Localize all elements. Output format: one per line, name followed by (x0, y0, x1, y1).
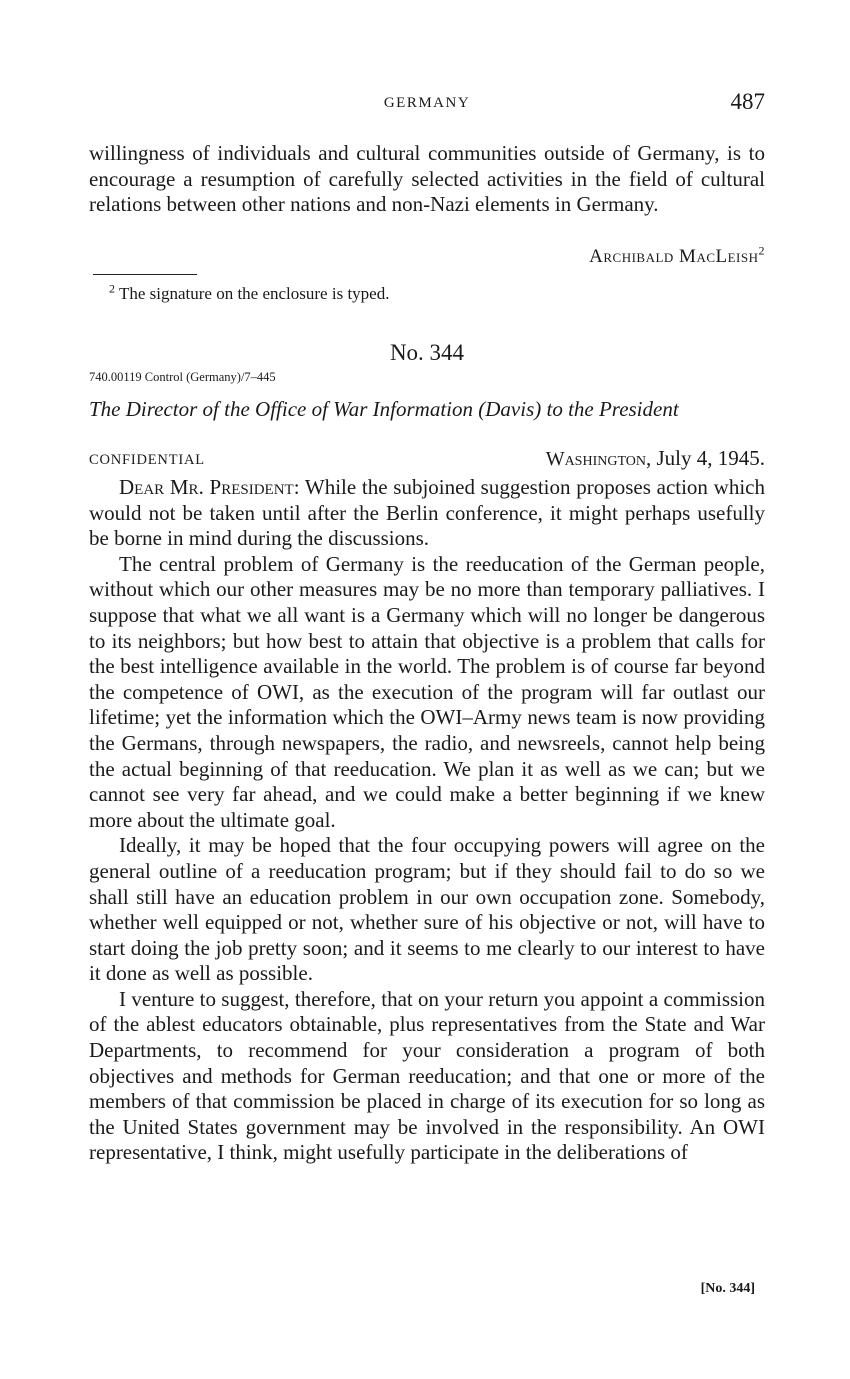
footnote-ref: 2 (758, 243, 765, 258)
signature-name: Archibald MacLeish (589, 246, 759, 267)
place: Washington (545, 448, 646, 470)
salutation: Dear Mr. President: (119, 475, 300, 499)
signature-line (589, 243, 765, 268)
document-page (89, 0, 765, 1379)
file-reference: 740.00119 Control (Germany)/7–445 (89, 370, 276, 384)
footnote-text: The signature on the enclosure is typed. (118, 284, 390, 303)
running-head: GERMANY (383, 95, 471, 111)
place-and-date (546, 446, 765, 471)
footnote-mark: 2 (109, 281, 115, 296)
letter-paragraph: Ideally, it may be hoped that the four occupying powers will agree on the general outline of a reeducation program; but if they should fail to do so we shall still have an education problem in our own occupation zone. Somebody, whether well equipped or not, whether sure of his objective or not, will have to start doing the job pretty soon; and it seems to me clearly to our interest to have it done as well as possible. (89, 833, 765, 986)
letter-paragraph: Dear Mr. President: While the subjoined suggestion proposes action which would not be taken until after the Berlin conference, it might perhaps usefully be borne in mind during the discussions. (89, 475, 765, 551)
document-number: No. 344 (389, 340, 465, 365)
date: , July 4, 1945. (645, 446, 765, 470)
catchword: [No. 344] (700, 1281, 755, 1296)
footnote (109, 281, 390, 304)
page-number: 487 (730, 89, 765, 114)
document-title: The Director of the Office of War Information (Davis) to the President (89, 397, 679, 421)
page-header (89, 89, 765, 117)
letter-body (89, 475, 765, 1166)
letter-paragraph: The central problem of Germany is the reeducation of the German people, without which our other measures may be no more than temporary palliatives. I suppose that what we all want is a Germany which will no longer be dangerous to its neighbors; but how best to attain that objective is a problem that calls for the best intelligence available in the world. The problem is of course far beyond the competence of OWI, as the execution of the program will far outlast our lifetime; yet the information which the OWI–Army news team is now providing the Germans, through newspapers, the radio, and newsreels, cannot help being the actual beginning of that reeducation. We plan it as well as we can; but we cannot see very far ahead, and we could make a better beginning if we knew more about the ultimate goal. (89, 551, 765, 832)
classification: CONFIDENTIAL (89, 452, 205, 468)
letter-paragraph: I venture to suggest, therefore, that on your return you appoint a commission of the ablest educators obtainable, plus representatives from the State and War Departments, to recommend for your consideration a program of both objectives and methods for German reeducation; and that one or more of the members of that commission be placed in charge of its execution for so long as the United States government may be involved in the responsibility. An OWI representative, I think, might usefully participate in the deliberations of (89, 986, 765, 1165)
footnote-rule (93, 274, 197, 275)
continuation-paragraph: willingness of individuals and cultural communities outside of Germany, is to encourage a resumption of carefully selected activities in the field of cultural relations between other nations and non-Nazi elements in Germany. (89, 141, 765, 217)
